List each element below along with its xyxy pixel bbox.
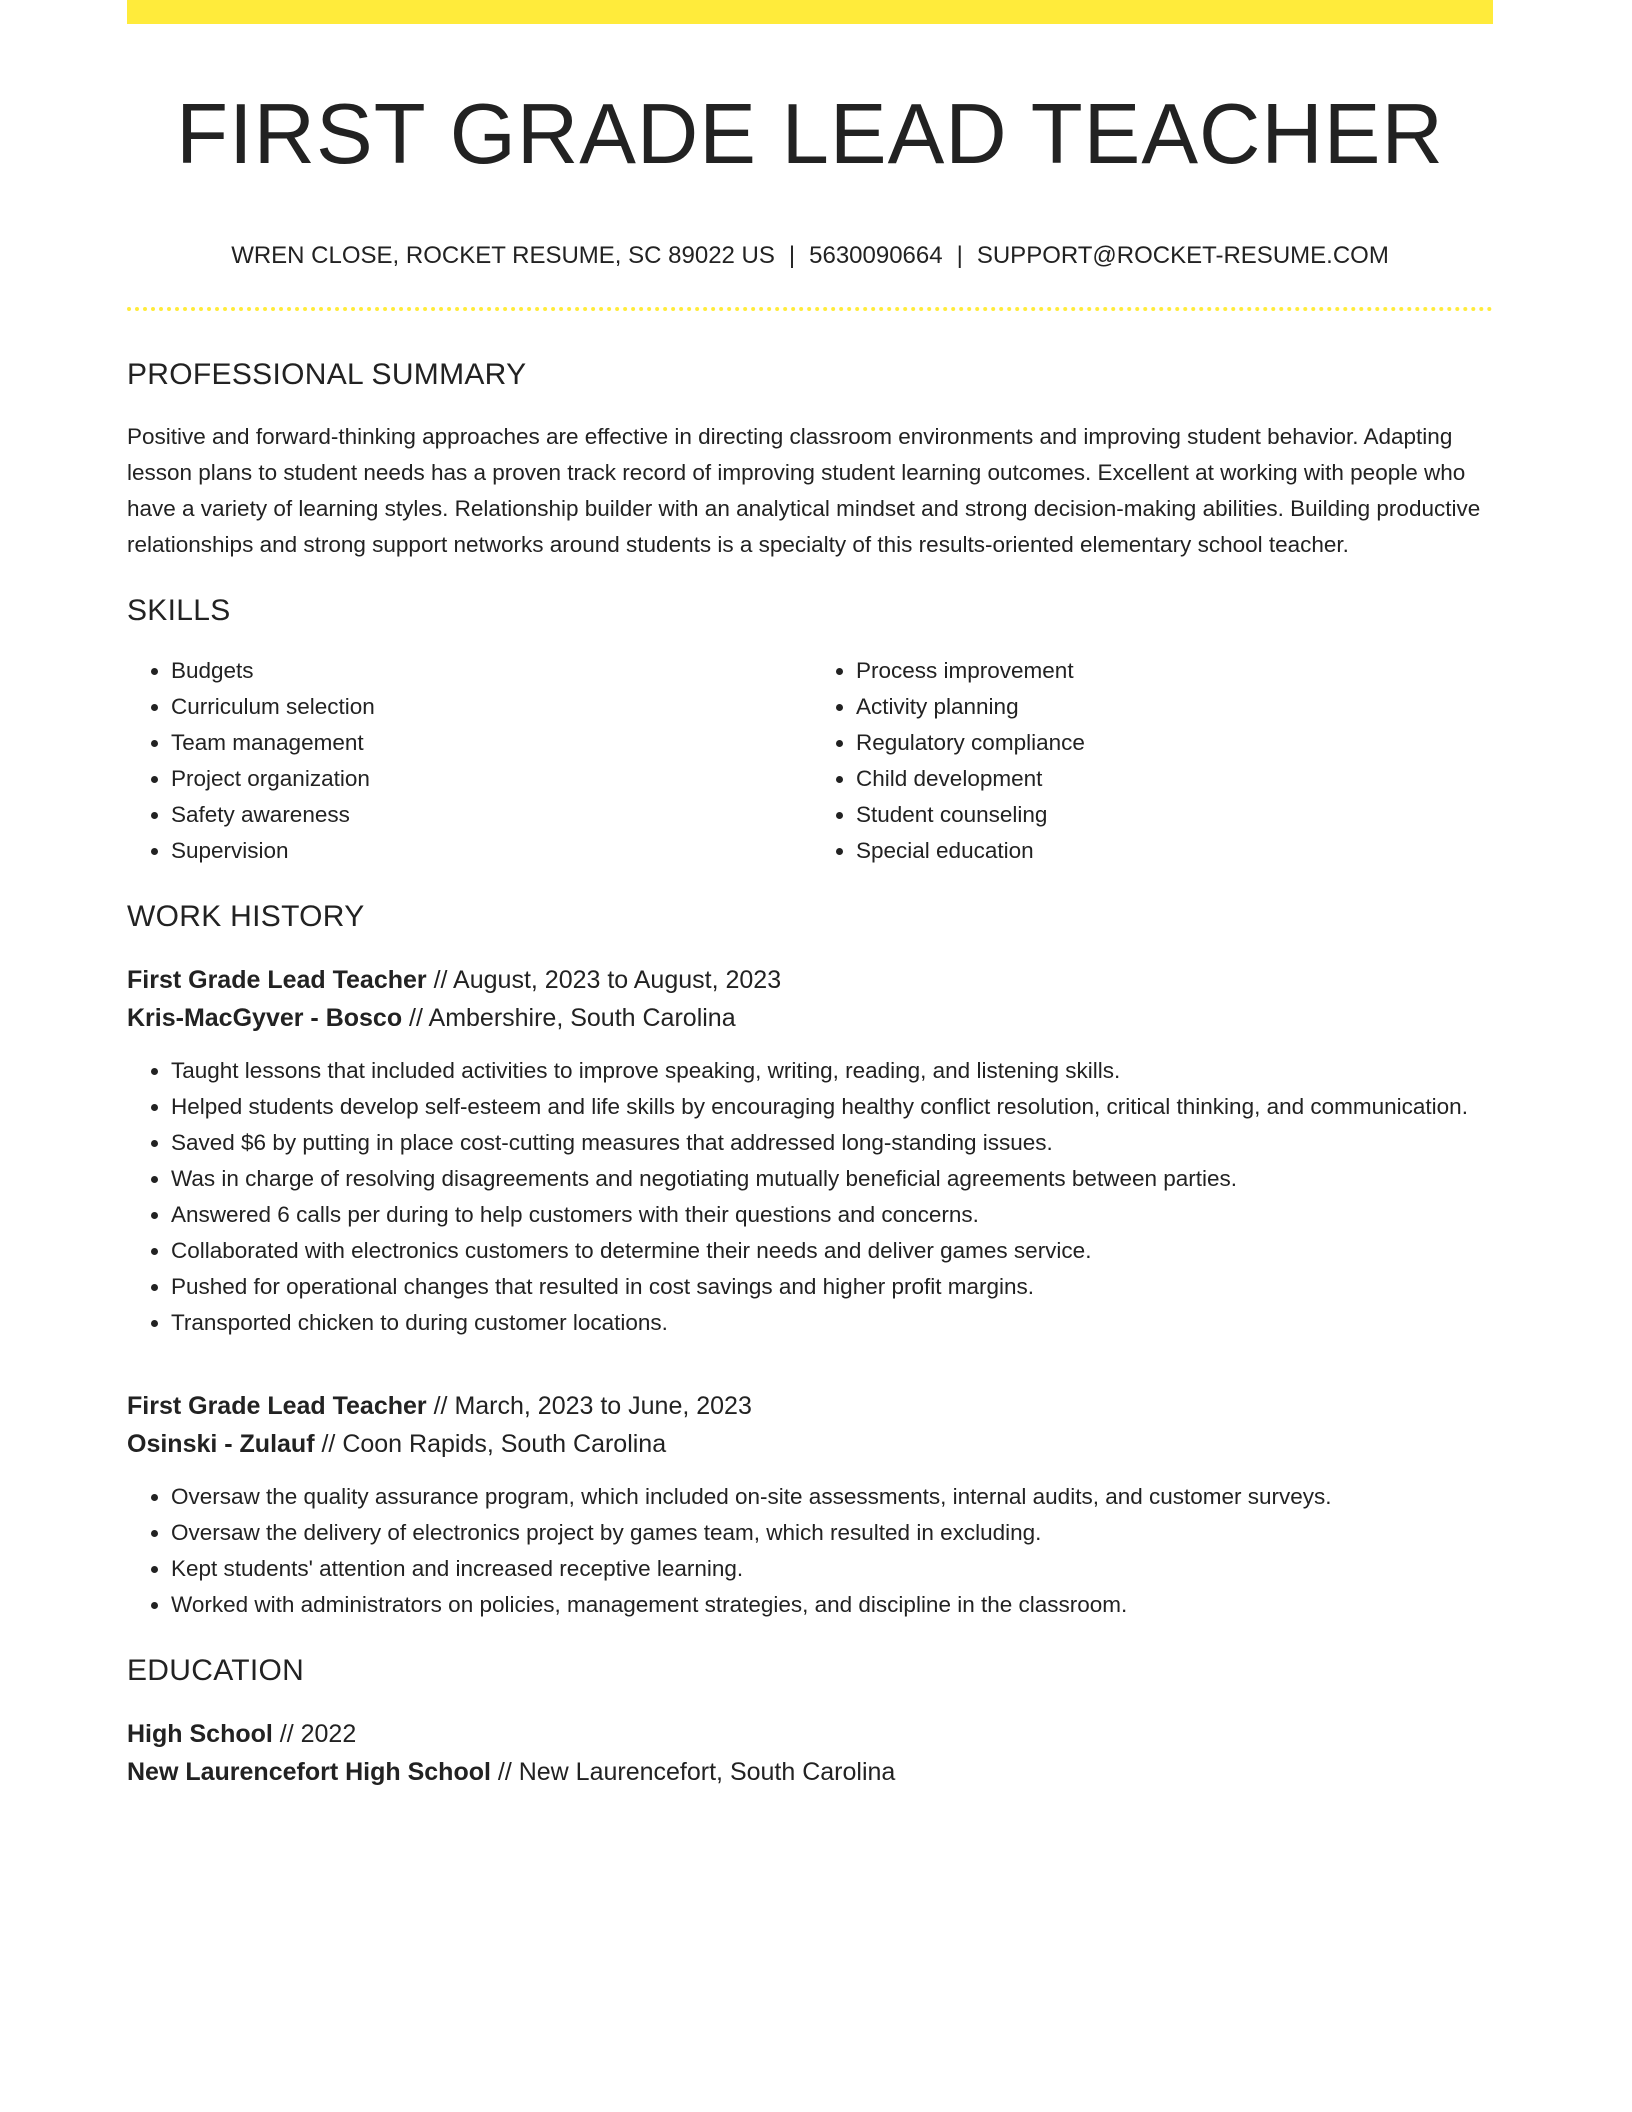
job-role: First Grade Lead Teacher bbox=[127, 1392, 427, 1421]
education-degree: High School bbox=[127, 1720, 273, 1749]
job-dates: // August, 2023 to August, 2023 bbox=[426, 966, 782, 995]
education-school: New Laurencefort High School bbox=[127, 1758, 491, 1787]
contact-address: WREN CLOSE, ROCKET RESUME, SC 89022 US bbox=[231, 242, 775, 269]
education-year: // 2022 bbox=[272, 1720, 357, 1749]
skill-item: • Team management bbox=[171, 725, 810, 761]
contact-separator: | bbox=[956, 242, 963, 269]
job-bullet: • Oversaw the quality assurance program, which included on-site assessments, internal audits, and customer surveys. bbox=[171, 1479, 1493, 1515]
job-bullet: • Worked with administrators on policies, management strategies, and discipline in the classroom. bbox=[171, 1587, 1493, 1623]
resume-page bbox=[127, 0, 1493, 1791]
job-bullet: • Taught lessons that included activities to improve speaking, writing, reading, and listening skills. bbox=[171, 1053, 1493, 1089]
work-history-title: WORK HISTORY bbox=[127, 900, 365, 934]
job-company: Osinski - Zulauf bbox=[127, 1430, 315, 1459]
top-accent-bar bbox=[127, 0, 1493, 24]
skills-section bbox=[127, 593, 1493, 869]
job-bullet: • Was in charge of resolving disagreements and negotiating mutually beneficial agreements between parties. bbox=[171, 1161, 1493, 1197]
job-bullet: • Saved $6 by putting in place cost-cutting measures that addressed long-standing issues. bbox=[171, 1125, 1493, 1161]
skills-title: SKILLS bbox=[127, 594, 231, 628]
contact-email: SUPPORT@ROCKET-RESUME.COM bbox=[976, 242, 1389, 269]
education-entry bbox=[127, 1715, 1493, 1791]
education-location: // New Laurencefort, South Carolina bbox=[490, 1758, 896, 1787]
job-company-line bbox=[127, 1425, 1493, 1463]
job-role-line bbox=[127, 961, 1493, 999]
job-bullet: • Answered 6 calls per during to help customers with their questions and concerns. bbox=[171, 1197, 1493, 1233]
education-school-line bbox=[127, 1753, 1493, 1791]
skills-columns bbox=[127, 653, 1493, 869]
job-bullet: • Transported chicken to during customer locations. bbox=[171, 1305, 1493, 1341]
contact-separator: | bbox=[788, 242, 796, 269]
job-bullet: • Helped students develop self-esteem and life skills by encouraging healthy conflict resolution, critical thinking, and communication. bbox=[171, 1089, 1493, 1125]
skill-item: • Child development bbox=[856, 761, 1493, 797]
job-role: First Grade Lead Teacher bbox=[127, 966, 427, 995]
skill-item: • Process improvement bbox=[856, 653, 1493, 689]
work-history-section bbox=[127, 899, 1493, 1623]
skill-item: • Supervision bbox=[171, 833, 810, 869]
contact-phone: 5630090664 bbox=[809, 242, 943, 269]
job-company: Kris-MacGyver - Bosco bbox=[127, 1004, 403, 1033]
job-bullet: • Oversaw the delivery of electronics project by games team, which resulted in excluding. bbox=[171, 1515, 1493, 1551]
job-location: // Coon Rapids, South Carolina bbox=[314, 1430, 667, 1459]
skill-item: • Activity planning bbox=[856, 689, 1493, 725]
job-bullets bbox=[127, 1479, 1493, 1623]
skill-item: • Student counseling bbox=[856, 797, 1493, 833]
job-entry bbox=[127, 1387, 1493, 1623]
education-section bbox=[127, 1653, 1493, 1791]
summary-section bbox=[127, 357, 1493, 563]
contact-line bbox=[127, 240, 1493, 271]
skill-item: • Regulatory compliance bbox=[856, 725, 1493, 761]
education-degree-line bbox=[127, 1715, 1493, 1753]
summary-text: Positive and forward-thinking approaches are effective in directing classroom environments and improving student behavior. Adapting lesson plans to student needs has a proven track record of improving student learning outcomes. Excellent at working with people who have a variety of learning styles. Relationship builder with an analytical mindset and strong decision-making abilities. Building productive relationships and strong support networks around students is a specialty of this results-oriented elementary school teacher. bbox=[127, 424, 1481, 558]
job-location: // Ambershire, South Carolina bbox=[402, 1004, 736, 1033]
skill-item: • Project organization bbox=[171, 761, 810, 797]
summary-title: PROFESSIONAL SUMMARY bbox=[127, 358, 527, 392]
dotted-divider bbox=[127, 307, 1493, 311]
skill-item: • Budgets bbox=[171, 653, 810, 689]
job-bullets bbox=[127, 1053, 1493, 1341]
skills-list-right bbox=[810, 653, 1493, 869]
education-title: EDUCATION bbox=[127, 1654, 305, 1688]
job-bullet: • Pushed for operational changes that resulted in cost savings and higher profit margins. bbox=[171, 1269, 1493, 1305]
resume-name: FIRST GRADE LEAD TEACHER bbox=[176, 87, 1444, 182]
job-bullet: • Kept students' attention and increased receptive learning. bbox=[171, 1551, 1493, 1587]
job-company-line bbox=[127, 999, 1493, 1037]
job-bullet: • Collaborated with electronics customers to determine their needs and deliver games service. bbox=[171, 1233, 1493, 1269]
skill-item: • Safety awareness bbox=[171, 797, 810, 833]
job-entry bbox=[127, 961, 1493, 1341]
job-dates: // March, 2023 to June, 2023 bbox=[426, 1392, 752, 1421]
skill-item: • Special education bbox=[856, 833, 1493, 869]
skill-item: • Curriculum selection bbox=[171, 689, 810, 725]
skills-list-left bbox=[127, 653, 810, 869]
job-role-line bbox=[127, 1387, 1493, 1425]
